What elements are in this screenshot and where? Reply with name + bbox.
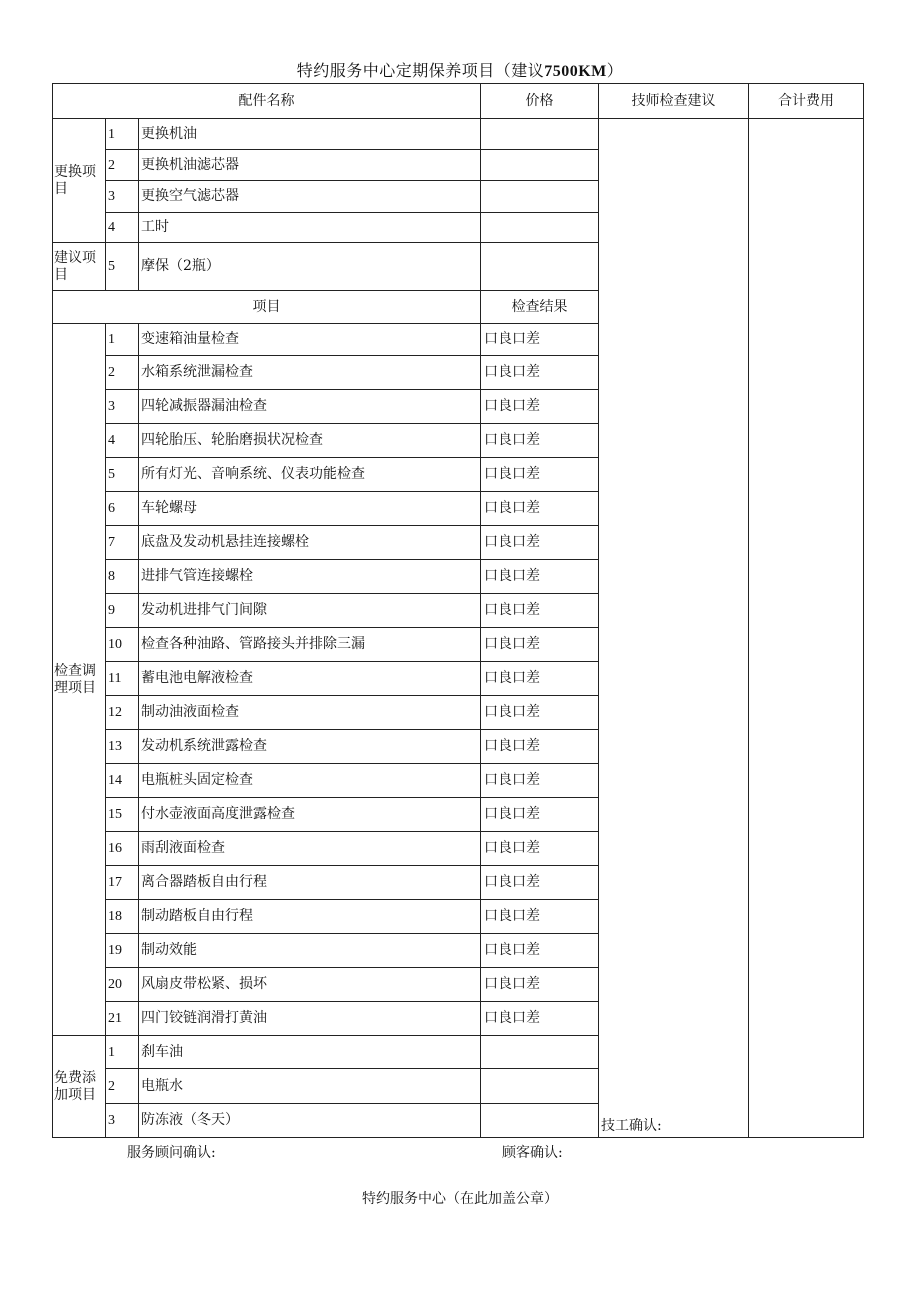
price-cell[interactable]: [481, 150, 599, 181]
check-result-options[interactable]: 口良口差: [481, 356, 599, 390]
item-name: 雨刮液面检查: [139, 832, 481, 866]
item-name: 蓄电池电解液检查: [139, 662, 481, 696]
item-number: 6: [106, 492, 139, 526]
item-number: 11: [106, 662, 139, 696]
item-name: 制动踏板自由行程: [139, 900, 481, 934]
item-header: 项目: [53, 291, 481, 324]
check-result-options[interactable]: 口良口差: [481, 832, 599, 866]
item-number: 17: [106, 866, 139, 900]
item-number: 2: [106, 1069, 139, 1104]
price-cell[interactable]: [481, 119, 599, 150]
item-name: 水箱系统泄漏检查: [139, 356, 481, 390]
item-number: 9: [106, 594, 139, 628]
item-name: 防冻液（冬天）: [139, 1104, 481, 1138]
price-cell[interactable]: [481, 1069, 599, 1104]
inspect-label: 检查调理项目: [53, 324, 106, 1036]
price-header: 价格: [481, 84, 599, 119]
total-cost-header: 合计费用: [749, 84, 864, 119]
check-result-options[interactable]: 口良口差: [481, 934, 599, 968]
item-number: 2: [106, 356, 139, 390]
item-number: 2: [106, 150, 139, 181]
check-result-options[interactable]: 口良口差: [481, 662, 599, 696]
item-name: 四轮胎压、轮胎磨损状况检查: [139, 424, 481, 458]
price-cell[interactable]: [481, 1104, 599, 1138]
item-number: 7: [106, 526, 139, 560]
item-number: 1: [106, 119, 139, 150]
item-number: 21: [106, 1002, 139, 1036]
item-number: 1: [106, 324, 139, 356]
item-name: 发动机系统泄露检查: [139, 730, 481, 764]
item-name: 检查各种油路、管路接头并排除三漏: [139, 628, 481, 662]
suggest-label: 建议项目: [53, 243, 106, 291]
item-name: 离合器踏板自由行程: [139, 866, 481, 900]
replace-row: [53, 119, 864, 150]
item-name: 更换空气滤芯器: [139, 181, 481, 213]
total-cost-cell[interactable]: [749, 119, 864, 1138]
item-name: 所有灯光、音响系统、仪表功能检查: [139, 458, 481, 492]
item-name: 摩保（2瓶）: [139, 243, 481, 291]
item-number: 4: [106, 213, 139, 243]
check-result-options[interactable]: 口良口差: [481, 324, 599, 356]
item-name: 四门铰链润滑打黄油: [139, 1002, 481, 1036]
check-result-header: 检查结果: [481, 291, 599, 324]
item-number: 5: [106, 243, 139, 291]
item-name: 制动效能: [139, 934, 481, 968]
item-name: 更换机油滤芯器: [139, 150, 481, 181]
item-number: 18: [106, 900, 139, 934]
item-name: 电瓶水: [139, 1069, 481, 1104]
item-name: 风扇皮带松紧、损坏: [139, 968, 481, 1002]
tech-advice-header: 技师检查建议: [599, 84, 749, 119]
service-advisor-confirm: 服务顾问确认:: [127, 1145, 216, 1161]
header-row: [53, 84, 864, 119]
item-number: 1: [106, 1036, 139, 1069]
item-number: 20: [106, 968, 139, 1002]
check-result-options[interactable]: 口良口差: [481, 696, 599, 730]
check-result-options[interactable]: 口良口差: [481, 968, 599, 1002]
item-number: 3: [106, 1104, 139, 1138]
item-number: 5: [106, 458, 139, 492]
check-result-options[interactable]: 口良口差: [481, 594, 599, 628]
item-number: 3: [106, 390, 139, 424]
item-number: 14: [106, 764, 139, 798]
tech-advice-cell[interactable]: 技工确认:: [599, 119, 749, 1138]
item-number: 16: [106, 832, 139, 866]
item-name: 发动机进排气门间隙: [139, 594, 481, 628]
price-cell[interactable]: [481, 1036, 599, 1069]
item-number: 13: [106, 730, 139, 764]
item-name: 刹车油: [139, 1036, 481, 1069]
item-name: 更换机油: [139, 119, 481, 150]
recommended-mileage: 7500KM: [544, 63, 607, 80]
check-result-options[interactable]: 口良口差: [481, 628, 599, 662]
item-name: 制动油液面检查: [139, 696, 481, 730]
item-number: 12: [106, 696, 139, 730]
item-name: 进排气管连接螺栓: [139, 560, 481, 594]
check-result-options[interactable]: 口良口差: [481, 798, 599, 832]
item-name: 电瓶桩头固定检查: [139, 764, 481, 798]
free-label: 免费添加项目: [53, 1036, 106, 1138]
check-result-options[interactable]: 口良口差: [481, 560, 599, 594]
check-result-options[interactable]: 口良口差: [481, 526, 599, 560]
item-number: 19: [106, 934, 139, 968]
check-result-options[interactable]: 口良口差: [481, 458, 599, 492]
form-title: 特约服务中心定期保养项目（建议7500KM）: [296, 61, 624, 80]
check-result-options[interactable]: 口良口差: [481, 1002, 599, 1036]
price-cell[interactable]: [481, 181, 599, 213]
check-result-options[interactable]: 口良口差: [481, 764, 599, 798]
item-number: 4: [106, 424, 139, 458]
item-number: 8: [106, 560, 139, 594]
price-cell[interactable]: [481, 243, 599, 291]
customer-confirm: 顾客确认:: [502, 1145, 563, 1161]
replace-label: 更换项目: [53, 119, 106, 243]
item-name: 底盘及发动机悬挂连接螺栓: [139, 526, 481, 560]
item-name: 四轮减振器漏油检查: [139, 390, 481, 424]
item-name: 工时: [139, 213, 481, 243]
check-result-options[interactable]: 口良口差: [481, 390, 599, 424]
maintenance-table: [52, 83, 864, 1138]
item-name: 车轮螺母: [139, 492, 481, 526]
price-cell[interactable]: [481, 213, 599, 243]
stamp-note: 特约服务中心（在此加盖公章）: [362, 1191, 558, 1207]
item-number: 3: [106, 181, 139, 213]
item-number: 10: [106, 628, 139, 662]
check-result-options[interactable]: 口良口差: [481, 492, 599, 526]
part-name-header: 配件名称: [53, 84, 481, 119]
check-result-options[interactable]: 口良口差: [481, 730, 599, 764]
item-name: 付水壶液面高度泄露检查: [139, 798, 481, 832]
check-result-options[interactable]: 口良口差: [481, 900, 599, 934]
item-name: 变速箱油量检查: [139, 324, 481, 356]
check-result-options[interactable]: 口良口差: [481, 424, 599, 458]
item-number: 15: [106, 798, 139, 832]
check-result-options[interactable]: 口良口差: [481, 866, 599, 900]
